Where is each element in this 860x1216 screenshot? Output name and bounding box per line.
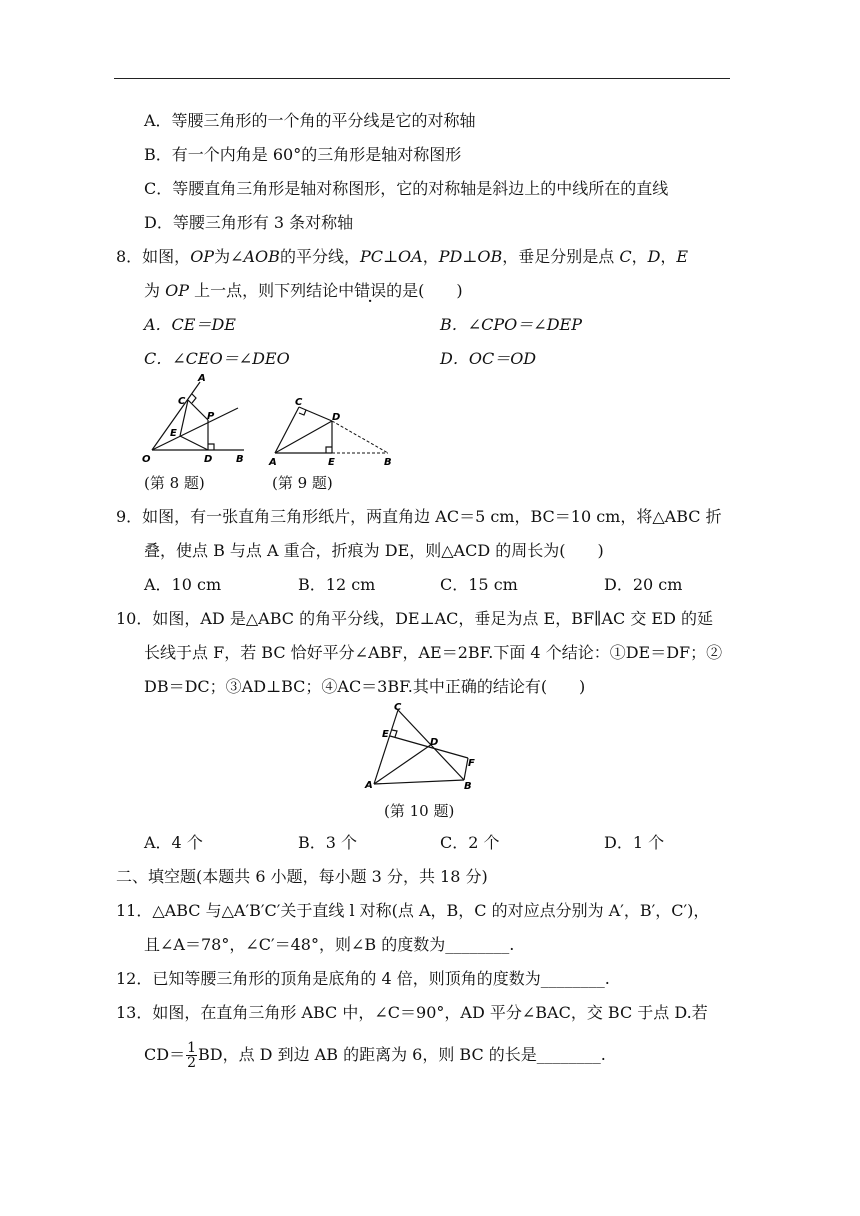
- q8-option-a: A．CE＝DE: [144, 315, 236, 334]
- right-angle-mark-e: [326, 447, 332, 453]
- label-a: A: [198, 373, 206, 384]
- q8-option-c: C．∠CEO＝∠DEO: [144, 349, 290, 368]
- q7-option-a: A．等腰三角形的一个角的平分线是它的对称轴: [144, 111, 476, 130]
- bisector-ad: [374, 744, 432, 784]
- q9-option-b: B．12 cm: [298, 575, 376, 594]
- side-ab: [374, 780, 464, 784]
- label-b: B: [464, 781, 472, 792]
- right-angle-mark-e: [392, 730, 397, 737]
- label-b: B: [384, 457, 392, 468]
- q9-option-a: A．10 cm: [144, 575, 222, 594]
- q8-option-d: D．OC＝OD: [440, 349, 537, 368]
- q10-option-a: A．4 个: [144, 833, 203, 852]
- q13-stem-line2: CD＝ $\frac{1}{2}$ BD，点 D 到边 AB 的距离为 6，则 BC 的长是________.: [144, 1040, 606, 1071]
- q9-stem-line2: 叠，使点 B 与点 A 重合，折痕为 DE，则△ACD 的周长为( ): [144, 541, 604, 560]
- q10-option-d: D．1 个: [604, 833, 665, 852]
- q10-stem-line3: DB＝DC；③AD⊥BC；④AC＝3BF.其中正确的结论有( ): [144, 677, 586, 696]
- q8-option-b: B．∠CPO＝∠DEP: [440, 315, 582, 334]
- label-e: E: [328, 457, 335, 468]
- q7-option-b: B．有一个内角是 60°的三角形是轴对称图形: [144, 145, 462, 164]
- fraction-one-half: $\frac{1}{2}$: [187, 1040, 196, 1071]
- q11-stem-line1: 11．△ABC 与△A′B′C′关于直线 l 对称(点 A，B，C 的对应点分别为 A′，B′，C′)，: [116, 901, 710, 920]
- q9-option-c: C．15 cm: [440, 575, 518, 594]
- label-c: C: [295, 397, 303, 408]
- segment-ef: [390, 736, 468, 758]
- label-d: D: [204, 454, 213, 465]
- label-e: E: [170, 428, 177, 439]
- right-angle-mark-c: [192, 394, 196, 403]
- top-rule: [114, 78, 730, 79]
- figure-10: [360, 700, 490, 798]
- right-angle-mark-d: [208, 444, 214, 450]
- q10-option-b: B．3 个: [298, 833, 358, 852]
- label-d: D: [430, 737, 439, 748]
- ray-oa: [152, 382, 200, 450]
- q11-stem-line2: 且∠A＝78°，∠C′＝48°，则∠B 的度数为________.: [144, 935, 515, 954]
- segment-ed: [180, 436, 208, 450]
- figure-10-caption: (第 10 题): [384, 802, 455, 820]
- figure-8-caption: (第 8 题): [144, 474, 205, 492]
- label-c: C: [394, 702, 402, 713]
- q10-stem-line1: 10．如图，AD 是△ABC 的角平分线，DE⊥AC，垂足为点 E，BF∥AC 交 ED 的延: [116, 609, 714, 628]
- q10-stem-line2: 长线于点 F，若 BC 恰好平分∠ABF，AE＝2BF.下面 4 个结论：①DE＝DF；②: [144, 643, 723, 662]
- label-b: B: [236, 454, 244, 465]
- side-ac: [374, 710, 398, 784]
- label-f: F: [468, 758, 475, 769]
- label-a: A: [365, 780, 373, 791]
- right-angle-mark-c: [299, 410, 306, 415]
- label-p: P: [207, 411, 215, 422]
- q8-stem-line1: 8．如图，OP为∠AOB的平分线，PC⊥OA，PD⊥OB，垂足分别是点 C，D，E: [116, 247, 689, 266]
- dashed-db: [332, 421, 388, 453]
- figure-9-caption: (第 9 题): [272, 474, 333, 492]
- label-o: O: [142, 454, 151, 465]
- emphasis-dots: 错误: [354, 281, 387, 300]
- segment-pc: [188, 400, 208, 420]
- q10-option-c: C．2 个: [440, 833, 500, 852]
- label-d: D: [332, 412, 341, 423]
- q7-option-c: C．等腰直角三角形是轴对称图形，它的对称轴是斜边上的中线所在的直线: [144, 179, 669, 198]
- q8-stem-line2: 为 OP 上一点，则下列结论中错误的是( ): [144, 281, 463, 300]
- q9-stem-line1: 9．如图，有一张直角三角形纸片，两直角边 AC＝5 cm，BC＝10 cm，将△ABC 折: [116, 507, 722, 526]
- section-2-heading: 二、填空题(本题共 6 小题，每小题 3 分，共 18 分): [116, 867, 488, 886]
- label-c: C: [178, 396, 186, 407]
- q13-stem-line1: 13．如图，在直角三角形 ABC 中，∠C＝90°，AD 平分∠BAC，交 BC 于点 D.若: [116, 1003, 708, 1022]
- q12-stem: 12．已知等腰三角形的顶角是底角的 4 倍，则顶角的度数为________.: [116, 969, 610, 988]
- q7-option-d: D．等腰三角形有 3 条对称轴: [144, 213, 354, 232]
- figure-8: [140, 370, 250, 470]
- q9-option-d: D．20 cm: [604, 575, 683, 594]
- label-a: A: [269, 457, 277, 468]
- label-e: E: [382, 729, 389, 740]
- figure-9: [262, 393, 402, 473]
